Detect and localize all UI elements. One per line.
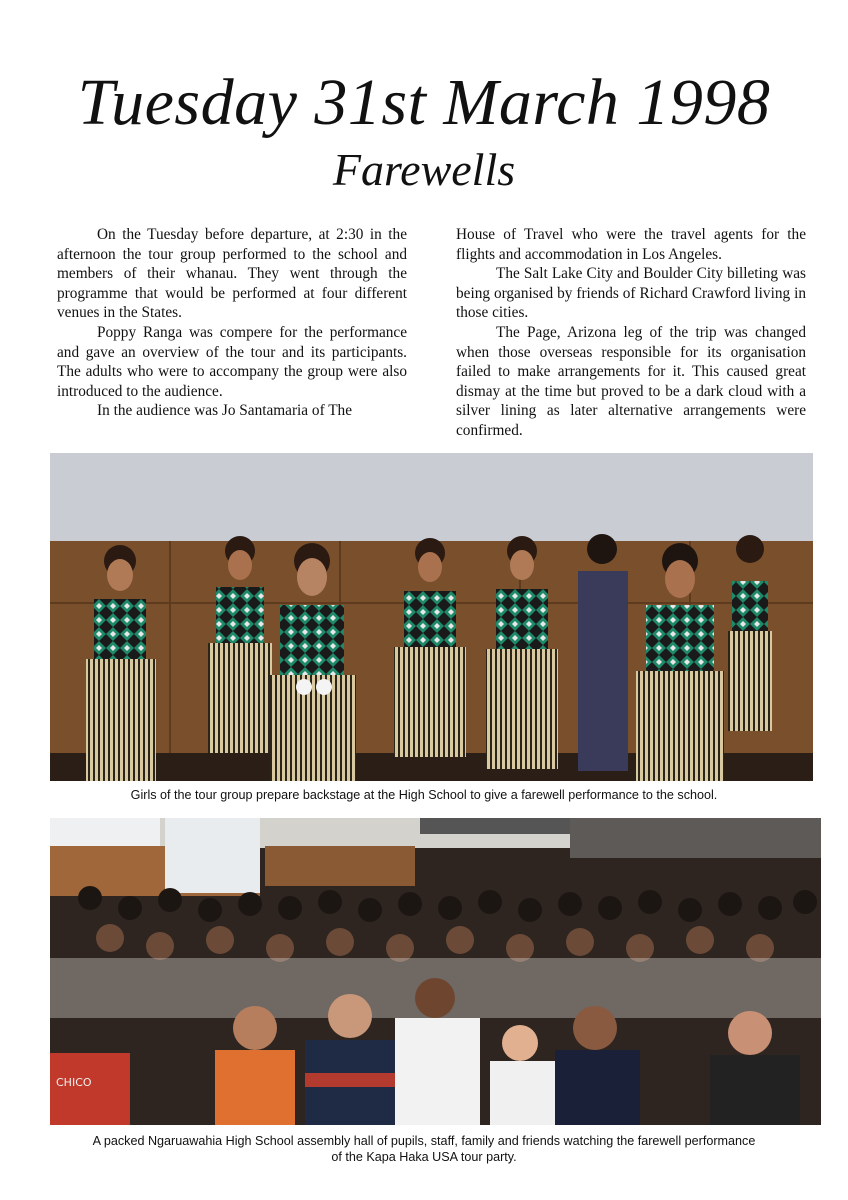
page-title: Tuesday 31st March 1998 [77, 66, 771, 139]
paragraph: House of Travel who were the travel agents for the flights and accommodation in Los Angeles. [456, 226, 806, 263]
page-subtitle: Farewells [332, 144, 516, 195]
audience-photo [50, 818, 821, 1125]
paragraph: On the Tuesday before departure, at 2:30 in the afternoon the tour group performed to the school and members of their whanau. They went through the programme that would be performed at four different venues in the States. [57, 226, 407, 322]
caption-line: A packed Ngaruawahia High School assembly hall of pupils, staff, family and friends watching the farewell performance [92, 1134, 756, 1148]
paragraph: The Page, Arizona leg of the trip was changed when those overseas responsible for its organisation failed to make arrangements for it. This caused great dismay at the time but proved to be a dark cloud with a silver lining as later alternative arrangements were confirmed. [456, 323, 806, 439]
performers-photo-caption: Girls of the tour group prepare backstage at the High School to give a farewell performance to the school. [130, 788, 718, 802]
performers-photo [50, 453, 813, 781]
caption-line: of the Kapa Haka USA tour party. [331, 1150, 517, 1164]
article-column-2 [456, 225, 806, 441]
paragraph: The Salt Lake City and Boulder City billeting was being organised by friends of Richard Crawford living in those cities. [456, 265, 806, 322]
audience-photo-caption [0, 1133, 848, 1165]
paragraph: In the audience was Jo Santamaria of The [97, 402, 352, 420]
shirt-text: CHICO [56, 1076, 92, 1089]
audience-illustration [50, 818, 821, 1125]
performers-illustration [50, 453, 813, 781]
article-column-1 [57, 225, 407, 421]
paragraph: Poppy Ranga was compere for the performance and gave an overview of the tour and its participants. The adults who were to accompany the group were also introduced to the audience. [57, 323, 407, 400]
